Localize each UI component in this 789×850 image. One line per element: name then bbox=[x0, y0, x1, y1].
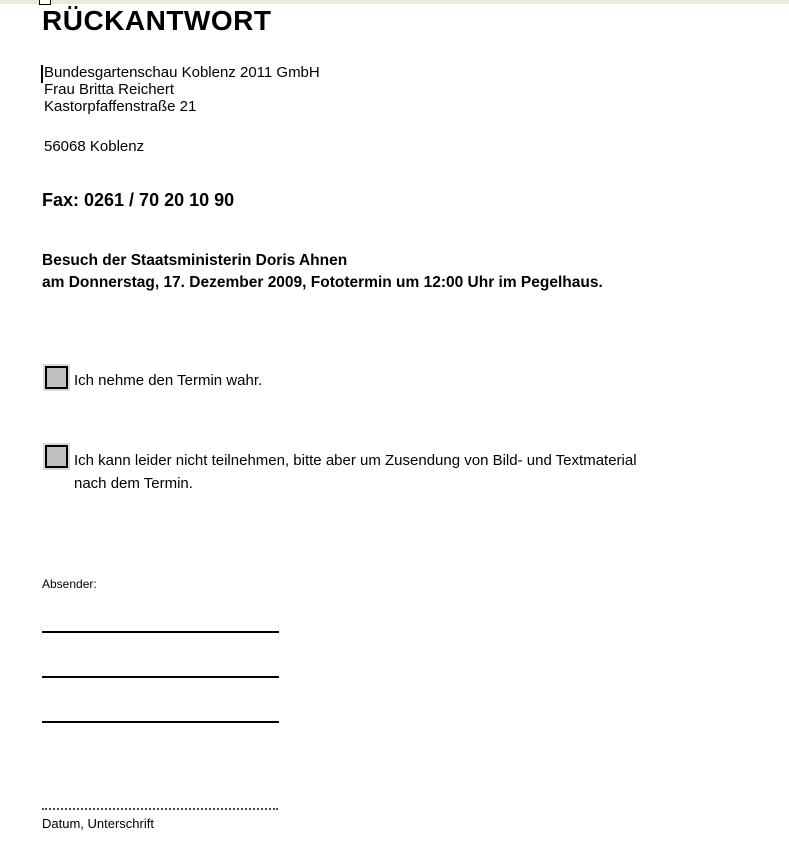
checkbox-decline-appointment[interactable] bbox=[45, 445, 68, 468]
checkbox-decline-label bbox=[74, 450, 637, 495]
window-edge-strip bbox=[0, 0, 789, 4]
text-cursor bbox=[41, 65, 43, 83]
recipient-address bbox=[44, 64, 320, 115]
checkbox-accept-appointment[interactable] bbox=[45, 366, 68, 389]
recipient-contact: Frau Britta Reichert bbox=[44, 81, 175, 98]
subject-line-2: am Donnerstag, 17. Dezember 2009, Fototermin um 12:00 Uhr im Pegelhaus. bbox=[42, 273, 603, 291]
sender-write-line-1 bbox=[42, 631, 279, 633]
checkbox-accept-label: Ich nehme den Termin wahr. bbox=[74, 372, 263, 389]
page-title: RÜCKANTWORT bbox=[42, 5, 272, 36]
checkbox-decline-label-line-2: nach dem Termin. bbox=[74, 474, 193, 492]
recipient-city: 56068 Koblenz bbox=[44, 138, 145, 155]
subject-line-1: Besuch der Staatsministerin Doris Ahnen bbox=[42, 252, 348, 269]
signature-caption: Datum, Unterschrift bbox=[42, 816, 154, 831]
fax-number: Fax: 0261 / 70 20 10 90 bbox=[42, 190, 235, 210]
checkbox-decline-label-line-1: Ich kann leider nicht teilnehmen, bitte aber um Zusendung von Bild- und Textmaterial bbox=[74, 452, 637, 469]
signature-dotted-line bbox=[42, 808, 278, 810]
sender-write-line-2 bbox=[42, 676, 279, 678]
recipient-street: Kastorpfaffenstraße 21 bbox=[44, 98, 197, 115]
sender-write-line-3 bbox=[42, 721, 279, 723]
recipient-organization: Bundesgartenschau Koblenz 2011 GmbH bbox=[44, 64, 320, 81]
sender-label: Absender: bbox=[42, 577, 97, 591]
subject-heading bbox=[42, 250, 603, 293]
